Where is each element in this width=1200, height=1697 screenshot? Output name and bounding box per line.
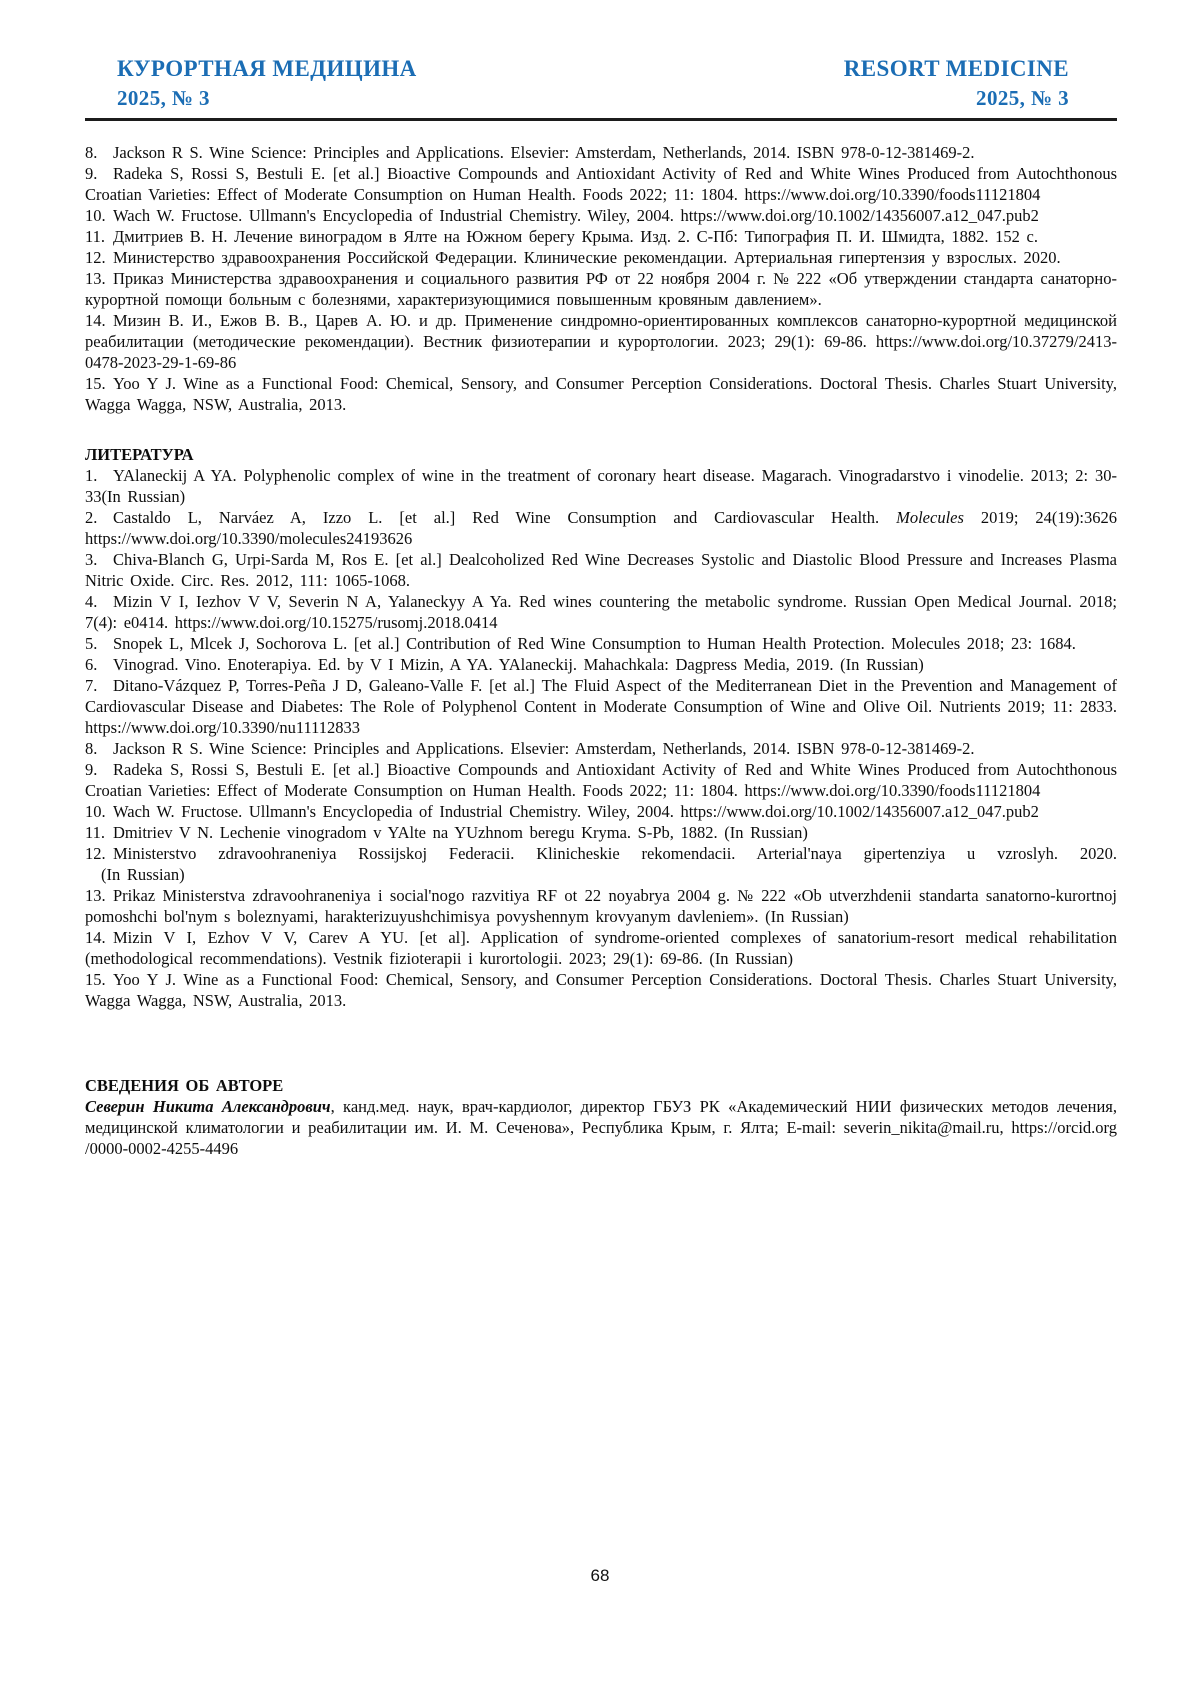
- reference-number: 10.: [85, 206, 106, 225]
- reference-item: [85, 247, 1117, 268]
- reference-item: [85, 633, 1117, 654]
- reference-number: 3.: [85, 550, 98, 569]
- page-number: 68: [590, 1566, 610, 1585]
- reference-item: [85, 205, 1117, 226]
- literature-list: [85, 465, 1117, 1011]
- reference-item: [85, 843, 1117, 864]
- reference-number: 15.: [85, 970, 106, 989]
- reference-text: Ministerstvo zdravoohraneniya Rossijskoj Federacii. Klinicheskie rekomendacii. Arterial'naya gipertenziya u vzroslyh. 2020.: [113, 844, 1117, 863]
- reference-text: Prikaz Ministerstva zdravoohraneniya i social'nogo razvitiya RF ot 22 noyabrya 2004 g. № 222 «Ob utverzhdenii standarta sanatorno-kurortnoj pomoshchi bol'nym s boleznyami, harakterizuyushchimisya povyshennym krovyanym davleniem». (In Russian): [85, 886, 1117, 926]
- reference-text: Приказ Министерства здравоохранения и социального развития РФ от 22 ноября 2004 г. № 222 «Об утверждении стандарта санаторно-курортной помощи больным с болезнями, характеризующимися повышенным кровяным давлением».: [85, 269, 1117, 309]
- reference-number: 14.: [85, 311, 106, 330]
- reference-text: Yoo Y J. Wine as a Functional Food: Chemical, Sensory, and Consumer Perception Considerations. Doctoral Thesis. Charles Stuart University, Wagga Wagga, NSW, Australia, 2013.: [85, 970, 1117, 1010]
- reference-item: [85, 969, 1117, 1011]
- journal-title-en: RESORT MEDICINE: [843, 56, 1069, 81]
- reference-text: Chiva-Blanch G, Urpi-Sarda M, Ros E. [et al.] Dealcoholized Red Wine Decreases Systolic and Diastolic Blood Pressure and Increases Plasma Nitric Oxide. Circ. Res. 2012, 111: 1065-1068.: [85, 550, 1117, 590]
- reference-number: 15.: [85, 374, 106, 393]
- journal-header-english: [844, 56, 1117, 111]
- author-details-paragraph: [85, 1096, 1117, 1159]
- reference-number: 11.: [85, 823, 106, 842]
- reference-text: Wach W. Fructose. Ullmann's Encyclopedia of Industrial Chemistry. Wiley, 2004. https://www.doi.org/10.1002/14356007.a12_047.pub2: [113, 802, 1039, 821]
- reference-item: [85, 163, 1117, 205]
- author-name: Северин Никита Александрович: [85, 1097, 331, 1116]
- page-content: [85, 142, 1117, 1159]
- reference-text: Vinograd. Vino. Enoterapiya. Ed. by V I Mizin, A YA. YAlaneckij. Mahachkala: Dagpress Media, 2019. (In Russian): [113, 655, 924, 674]
- reference-item: [85, 801, 1117, 822]
- journal-issue-ru: 2025, № 3: [117, 86, 210, 110]
- reference-number: 9.: [85, 164, 98, 183]
- reference-text: Jackson R S. Wine Science: Principles and Applications. Elsevier: Amsterdam, Netherlands, 2014. ISBN 978-0-12-381469-2.: [113, 739, 975, 758]
- reference-item: [85, 549, 1117, 591]
- reference-number: 2.: [85, 508, 98, 527]
- page-header: [85, 56, 1117, 121]
- reference-number: 9.: [85, 760, 98, 779]
- reference-number: 13.: [85, 886, 106, 905]
- reference-item: [85, 268, 1117, 310]
- reference-text: Yoo Y J. Wine as a Functional Food: Chemical, Sensory, and Consumer Perception Considerations. Doctoral Thesis. Charles Stuart University, Wagga Wagga, NSW, Australia, 2013.: [85, 374, 1117, 414]
- reference-number: 14.: [85, 928, 106, 947]
- reference-text: Mizin V I, Iezhov V V, Severin N A, Yalaneckyy A Ya. Red wines countering the metabolic syndrome. Russian Open Medical Journal. 2018; 7(4): e0414. https://www.doi.org/10.15275/rusomj.2018.0414: [85, 592, 1117, 632]
- reference-number: 8.: [85, 143, 98, 162]
- reference-number: 11.: [85, 227, 106, 246]
- reference-text: YAlaneckij A YA. Polyphenolic complex of wine in the treatment of coronary heart disease. Magarach. Vinogradarstvo i vinodelie. 2013; 2: 30-33(In Russian): [85, 466, 1117, 506]
- reference-item: [85, 822, 1117, 843]
- reference-item: [85, 591, 1117, 633]
- reference-item: [85, 373, 1117, 415]
- references-russian-list-tail: [85, 142, 1117, 415]
- reference-text: Мизин В. И., Ежов В. В., Царев А. Ю. и др. Применение синдромно-ориентированных комплексов санаторно-курортной медицинской реабилитации (методические рекомендации). Вестник физиотерапии и курортологии. 2023; 29(1): 69-86. https://www.doi.org/10.37279/2413-0478-2023-29-1-69-86: [85, 311, 1117, 372]
- reference-number: 10.: [85, 802, 106, 821]
- reference-text: Castaldo L, Narváez A, Izzo L. [et al.] Red Wine Consumption and Cardiovascular Health. Molecules 2019; 24(19):3626 https://www.doi.org/10.3390/molecules24193626: [85, 508, 1117, 548]
- reference-item: [85, 465, 1117, 507]
- reference-number: 1.: [85, 466, 98, 485]
- reference-number: 6.: [85, 655, 98, 674]
- reference-number: 12.: [85, 844, 106, 863]
- reference-item: [85, 927, 1117, 969]
- reference-item: [85, 507, 1117, 549]
- reference-item: [85, 885, 1117, 927]
- author-info-section: [85, 1075, 1117, 1159]
- journal-title-ru: КУРОРТНАЯ МЕДИЦИНА: [117, 56, 417, 81]
- journal-issue-en: 2025, № 3: [976, 86, 1069, 110]
- reference-item: [85, 675, 1117, 738]
- page-footer: [0, 1566, 1200, 1586]
- reference-number: 8.: [85, 739, 98, 758]
- reference-item: [85, 759, 1117, 801]
- reference-text: Snopek L, Mlcek J, Sochorova L. [et al.] Contribution of Red Wine Consumption to Human Health Protection. Molecules 2018; 23: 1684.: [113, 634, 1076, 653]
- literature-section-title: ЛИТЕРАТУРА: [85, 445, 194, 464]
- reference-item: [85, 738, 1117, 759]
- reference-number: 5.: [85, 634, 98, 653]
- reference-text: Министерство здравоохранения Российской Федерации. Клинические рекомендации. Артериальная гипертензия у взрослых. 2020.: [113, 248, 1061, 267]
- reference-number: 7.: [85, 676, 98, 695]
- reference-item: [85, 310, 1117, 373]
- reference-text: Radeka S, Rossi S, Bestuli E. [et al.] Bioactive Compounds and Antioxidant Activity of Red and White Wines Produced from Autochthonous Croatian Varieties: Effect of Moderate Consumption on Human Health. Foods 2022; 11: 1804. https://www.doi.org/10.3390/foods11121804: [85, 164, 1117, 204]
- author-details-text: , канд.мед. наук, врач-кардиолог, директор ГБУЗ РК «Академический НИИ физических методов лечения, медицинской климатологии и реабилитации им. И. М. Сеченова», Республика Крым, г. Ялта; E-mail: severin_nikita@mail.ru, https://orcid.org /0000-0002-4255-4496: [85, 1097, 1117, 1158]
- reference-item: [85, 142, 1117, 163]
- reference-item: [85, 226, 1117, 247]
- reference-number: 13.: [85, 269, 106, 288]
- reference-text: Radeka S, Rossi S, Bestuli E. [et al.] Bioactive Compounds and Antioxidant Activity of Red and White Wines Produced from Autochthonous Croatian Varieties: Effect of Moderate Consumption on Human Health. Foods 2022; 11: 1804. https://www.doi.org/10.3390/foods11121804: [85, 760, 1117, 800]
- reference-number: 4.: [85, 592, 98, 611]
- journal-header-russian: [85, 56, 417, 111]
- reference-text: Dmitriev V N. Lechenie vinogradom v YAlte na YUzhnom beregu Kryma. S-Pb, 1882. (In Russian): [113, 823, 808, 842]
- reference-item: [85, 654, 1117, 675]
- reference-text: Wach W. Fructose. Ullmann's Encyclopedia of Industrial Chemistry. Wiley, 2004. https://www.doi.org/10.1002/14356007.a12_047.pub2: [113, 206, 1039, 225]
- reference-text: Ditano-Vázquez P, Torres-Peña J D, Galeano-Valle F. [et al.] The Fluid Aspect of the Mediterranean Diet in the Prevention and Management of Cardiovascular Disease and Diabetes: The Role of Polyphenol Content in Moderate Consumption of Wine and Olive Oil. Nutrients 2019; 11: 2833. https://www.doi.org/10.3390/nu11112833: [85, 676, 1117, 737]
- reference-text: Mizin V I, Ezhov V V, Carev A YU. [et al]. Application of syndrome-oriented complexes of sanatorium-resort medical rehabilitation (methodological recommendations). Vestnik fizioterapii i kurortologii. 2023; 29(1): 69-86. (In Russian): [85, 928, 1117, 968]
- reference-text-continuation: (In Russian): [101, 865, 185, 884]
- reference-text: Дмитриев В. Н. Лечение виноградом в Ялте на Южном берегу Крыма. Изд. 2. С-Пб: Типография П. И. Шмидта, 1882. 152 с.: [113, 227, 1038, 246]
- author-section-title: СВЕДЕНИЯ ОБ АВТОРЕ: [85, 1076, 284, 1095]
- reference-text: Jackson R S. Wine Science: Principles and Applications. Elsevier: Amsterdam, Netherlands, 2014. ISBN 978-0-12-381469-2.: [113, 143, 975, 162]
- reference-number: 12.: [85, 248, 106, 267]
